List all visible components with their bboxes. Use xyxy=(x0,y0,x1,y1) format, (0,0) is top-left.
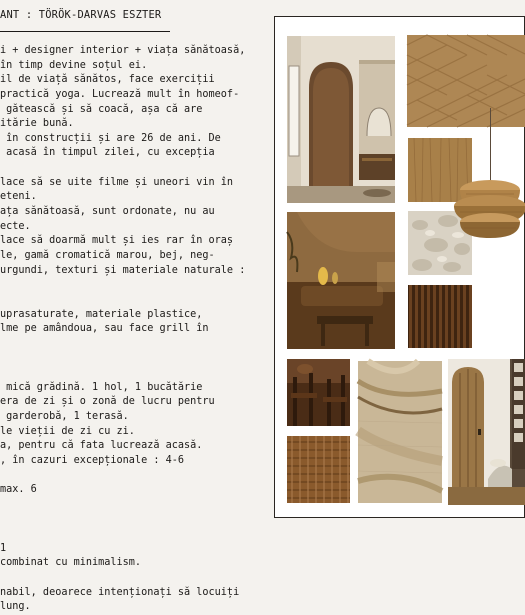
brief-text-line: itărie bună. xyxy=(0,118,74,130)
brief-text-line xyxy=(0,513,276,528)
brief-text-line: mică grădină. 1 hol, 1 bucătărie xyxy=(0,381,203,393)
brief-text-line: il de viață sănătos, face exerciții xyxy=(0,74,215,86)
tile-woven-rattan xyxy=(287,436,350,503)
brief-text-line xyxy=(0,161,276,176)
tile-dark-wood-chairs xyxy=(287,359,350,426)
brief-text-line xyxy=(0,337,276,352)
document-title: ANT : TÖRÖK-DARVAS ESZTER xyxy=(0,9,162,21)
brief-text-line: combinat cu minimalism. xyxy=(0,557,142,569)
brief-text-line: a, pentru că fata lucrează acasă. xyxy=(0,440,203,452)
brief-text-line xyxy=(0,366,276,381)
tile-living-room-photo xyxy=(287,212,395,349)
tile-wood-herringbone xyxy=(407,35,525,127)
brief-text-line: eteni. xyxy=(0,191,37,203)
brief-text-line: practică yoga. Lucrează mult în homeof- xyxy=(0,88,240,100)
brief-text-line xyxy=(0,527,276,542)
brief-text-line: în construcții și are 26 de ani. De xyxy=(0,132,221,144)
brief-text-line: lace să se uite filme și uneori vin în xyxy=(0,176,234,188)
brief-text-line xyxy=(0,351,276,366)
brief-text-line xyxy=(0,293,276,308)
brief-text-line: lace să doarmă mult și ies rar în oraș xyxy=(0,235,234,247)
brief-text-line: garderobă, 1 terasă. xyxy=(0,411,129,423)
brief-text-line xyxy=(0,278,276,293)
brief-text-line: uprasaturate, materiale plastice, xyxy=(0,308,203,320)
tile-patterned-tiles xyxy=(512,359,525,469)
brief-text-line: urgundi, texturi și materiale naturale : xyxy=(0,264,246,276)
brief-text-line: lme pe amândoua, sau face grill în xyxy=(0,323,209,335)
brief-text-line xyxy=(0,498,276,513)
tile-pendant-lamp xyxy=(446,176,525,244)
brief-text-line: max. 6 xyxy=(0,484,37,496)
tile-wood-slats xyxy=(408,285,472,348)
tile-linen-textile xyxy=(358,361,442,503)
brief-text-line: le vieții de zi cu zi. xyxy=(0,425,135,437)
brief-text-line: era de zi și o zonă de lucru pentru xyxy=(0,396,215,408)
brief-text-line xyxy=(0,469,276,484)
brief-text-line: 1 xyxy=(0,542,7,554)
brief-text-line: i + designer interior + viața sănătoasă, xyxy=(0,45,246,56)
brief-text-line xyxy=(0,571,276,586)
tile-bathroom-arch-photo xyxy=(287,36,395,203)
title-underline xyxy=(0,31,170,32)
brief-text-lines xyxy=(0,44,276,615)
brief-text-line: acasă în timpul zilei, cu excepția xyxy=(0,147,215,159)
brief-text-line: ecte. xyxy=(0,220,31,232)
brief-text-line: nabil, deoarece intenționați să locuiți xyxy=(0,586,240,598)
brief-text-column xyxy=(0,8,276,613)
brief-text-line: în timp devine soțul ei. xyxy=(0,59,148,71)
brief-text-line: , în cazuri excepționale : 4-6 xyxy=(0,454,185,466)
brief-text-line: lung. xyxy=(0,601,31,613)
brief-text-line: gătească și să coacă, așa că are xyxy=(0,103,203,115)
brief-text-line: le, gamă cromatică marou, bej, neg- xyxy=(0,249,215,261)
brief-text-line: ața sănătoasă, sunt ordonate, nu au xyxy=(0,206,215,218)
